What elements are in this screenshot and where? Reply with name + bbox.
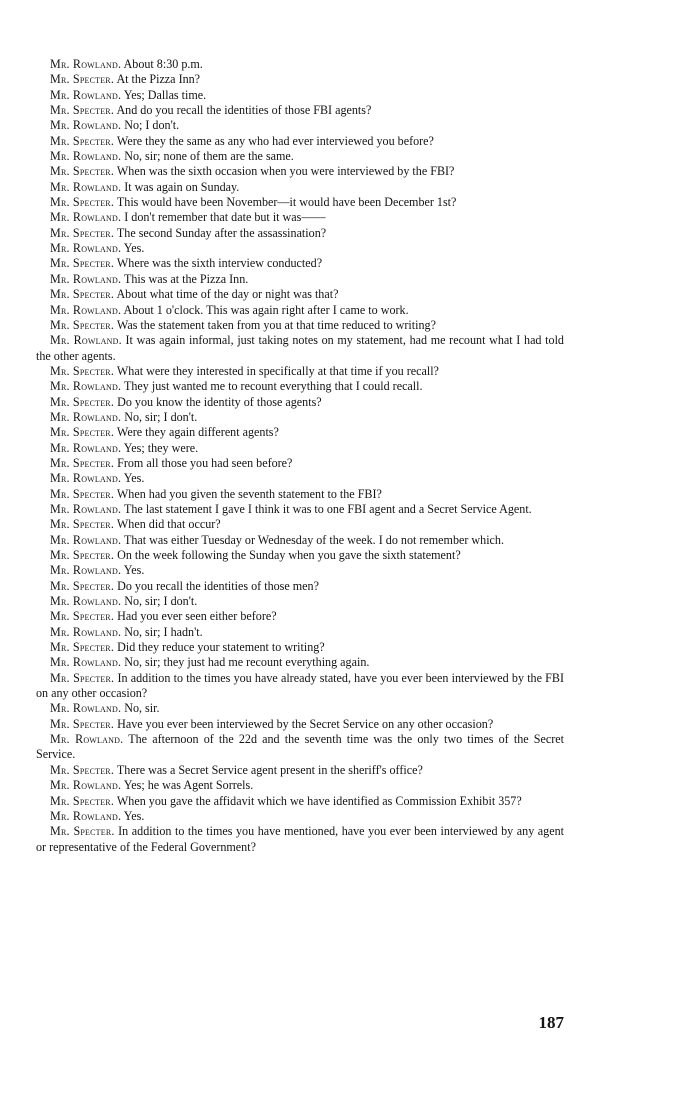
utterance-text: Yes. — [123, 808, 145, 823]
speaker-name: Mr. Specter. — [50, 363, 115, 378]
speaker-name: Mr. Rowland. — [50, 624, 122, 639]
utterance-text: I don't remember that date but it was—— — [124, 210, 326, 225]
speaker-name: Mr. Rowland. — [50, 179, 122, 194]
transcript-line — [36, 671, 564, 702]
speaker-name: Mr. Rowland. — [50, 471, 122, 486]
transcript-line — [36, 655, 564, 670]
speaker-name: Mr. Specter. — [50, 762, 115, 777]
transcript-line — [36, 471, 564, 486]
utterance-text: No, sir; none of them are the same. — [124, 149, 294, 164]
utterance-text: When was the sixth occasion when you were interviewed by the FBI? — [116, 164, 455, 179]
speaker-name: Mr. Specter. — [50, 824, 115, 839]
transcript-line — [36, 103, 564, 118]
transcript-line — [36, 809, 564, 824]
utterance-text: This was at the Pizza Inn. — [124, 271, 249, 286]
page-number: 187 — [538, 1013, 564, 1032]
transcript-line — [36, 134, 564, 149]
utterance-text: When you gave the affidavit which we have identified as Commission Exhibit 357? — [116, 793, 522, 808]
transcript-line — [36, 210, 564, 225]
utterance-text: Did they reduce your statement to writing? — [117, 640, 325, 655]
transcript-line — [36, 333, 564, 364]
transcript-line — [36, 548, 564, 563]
transcript-line — [36, 256, 564, 271]
transcript-line — [36, 72, 564, 87]
utterance-text: Yes. — [123, 563, 145, 578]
utterance-text: On the week following the Sunday when you gave the sixth statement? — [117, 548, 461, 562]
transcript-line — [36, 609, 564, 624]
speaker-name: Mr. Specter. — [50, 287, 115, 302]
transcript-line — [36, 563, 564, 578]
speaker-name: Mr. Rowland. — [50, 594, 122, 609]
speaker-name: Mr. Specter. — [50, 317, 115, 332]
utterance-text: That was either Tuesday or Wednesday of the week. I do not remember which. — [124, 532, 504, 547]
transcript-line — [36, 88, 564, 103]
utterance-text: In addition to the times you have mentioned, have you ever been interviewed by any agent or representative of the Federal Government? — [36, 824, 564, 854]
utterance-text: Do you know the identity of those agents? — [117, 394, 322, 409]
utterance-text: They just wanted me to recount everything that I could recall. — [124, 379, 423, 394]
utterance-text: No, sir. — [124, 701, 160, 716]
speaker-name: Mr. Specter. — [50, 716, 115, 731]
transcript-line — [36, 487, 564, 502]
utterance-text: There was a Secret Service agent present in the sheriff's office? — [116, 762, 423, 777]
transcript-line — [36, 732, 564, 763]
utterance-text: And do you recall the identities of those FBI agents? — [116, 103, 372, 118]
speaker-name: Mr. Rowland. — [50, 379, 122, 394]
speaker-name: Mr. Specter. — [50, 394, 115, 409]
transcript-line — [36, 364, 564, 379]
speaker-name: Mr. Specter. — [50, 517, 115, 532]
speaker-name: Mr. Specter. — [50, 103, 115, 118]
utterance-text: No, sir; I don't. — [124, 594, 198, 609]
transcript-line — [36, 226, 564, 241]
transcript-line — [36, 824, 564, 855]
utterance-text: No, sir; I hadn't. — [124, 624, 203, 639]
transcript-line — [36, 763, 564, 778]
speaker-name: Mr. Rowland. — [50, 241, 122, 256]
speaker-name: Mr. Specter. — [50, 425, 115, 440]
speaker-name: Mr. Specter. — [50, 640, 115, 655]
utterance-text: From all those you had seen before? — [117, 455, 293, 470]
utterance-text: The last statement I gave I think it was to one FBI agent and a Secret Service Agent. — [124, 501, 532, 516]
transcript-body — [36, 57, 564, 855]
transcript-line — [36, 195, 564, 210]
speaker-name: Mr. Specter. — [50, 793, 115, 808]
transcript-line — [36, 517, 564, 532]
utterance-text: The second Sunday after the assassination? — [116, 225, 327, 240]
speaker-name: Mr. Specter. — [50, 548, 115, 562]
transcript-line — [36, 379, 564, 394]
utterance-text: Do you recall the identities of those men? — [117, 578, 319, 593]
speaker-name: Mr. Rowland. — [50, 732, 124, 747]
speaker-name: Mr. Rowland. — [50, 271, 122, 286]
speaker-name: Mr. Specter. — [50, 225, 115, 240]
transcript-line — [36, 425, 564, 440]
transcript-line — [36, 579, 564, 594]
transcript-line — [36, 395, 564, 410]
speaker-name: Mr. Rowland. — [50, 87, 122, 102]
transcript-line — [36, 410, 564, 425]
transcript-line — [36, 594, 564, 609]
transcript-line — [36, 502, 564, 517]
utterance-text: About what time of the day or night was that? — [116, 287, 339, 302]
utterance-text: When had you given the seventh statement to the FBI? — [116, 486, 382, 501]
utterance-text: When did that occur? — [116, 517, 221, 532]
speaker-name: Mr. Rowland. — [50, 440, 122, 455]
utterance-text: Yes. — [123, 471, 145, 486]
speaker-name: Mr. Rowland. — [50, 57, 122, 71]
speaker-name: Mr. Rowland. — [50, 501, 122, 516]
utterance-text: Were they the same as any who had ever interviewed you before? — [116, 133, 434, 148]
utterance-text: Yes; he was Agent Sorrels. — [123, 778, 254, 793]
transcript-line — [36, 272, 564, 287]
speaker-name: Mr. Specter. — [50, 670, 115, 685]
transcript-line — [36, 149, 564, 164]
speaker-name: Mr. Specter. — [50, 195, 115, 210]
utterance-text: No, sir; they just had me recount everything again. — [124, 655, 370, 670]
speaker-name: Mr. Rowland. — [50, 778, 122, 793]
speaker-name: Mr. Rowland. — [50, 409, 122, 424]
transcript-line — [36, 794, 564, 809]
speaker-name: Mr. Specter. — [50, 164, 115, 179]
speaker-name: Mr. Rowland. — [50, 302, 122, 317]
utterance-text: No, sir; I don't. — [124, 409, 198, 424]
utterance-text: About 1 o'clock. This was again right after I came to work. — [123, 302, 409, 317]
utterance-text: Yes. — [123, 241, 145, 256]
utterance-text: It was again on Sunday. — [124, 179, 240, 194]
utterance-text: About 8:30 p.m. — [123, 57, 203, 71]
speaker-name: Mr. Specter. — [50, 609, 115, 624]
speaker-name: Mr. Rowland. — [50, 149, 122, 164]
speaker-name: Mr. Specter. — [50, 133, 115, 148]
speaker-name: Mr. Rowland. — [50, 808, 122, 823]
transcript-line — [36, 456, 564, 471]
speaker-name: Mr. Specter. — [50, 256, 115, 271]
utterance-text: The afternoon of the 22d and the seventh time was the only two times of the Secret Service. — [36, 732, 564, 762]
speaker-name: Mr. Rowland. — [50, 532, 122, 547]
transcript-line — [36, 701, 564, 716]
speaker-name: Mr. Specter. — [50, 578, 115, 593]
utterance-text: It was again informal, just taking notes on my statement, had me recount what I had told the other agents. — [36, 333, 564, 363]
transcript-line — [36, 318, 564, 333]
transcript-line — [36, 303, 564, 318]
speaker-name: Mr. Rowland. — [50, 210, 122, 225]
utterance-text: Where was the sixth interview conducted? — [116, 256, 323, 271]
transcript-line — [36, 287, 564, 302]
utterance-text: Had you ever seen either before? — [117, 609, 277, 624]
utterance-text: Have you ever been interviewed by the Secret Service on any other occasion? — [117, 716, 494, 731]
transcript-line — [36, 57, 564, 72]
speaker-name: Mr. Rowland. — [50, 563, 122, 578]
speaker-name: Mr. Specter. — [50, 455, 115, 470]
speaker-name: Mr. Rowland. — [50, 118, 122, 133]
speaker-name: Mr. Specter. — [50, 486, 115, 501]
speaker-name: Mr. Rowland. — [50, 701, 122, 716]
speaker-name: Mr. Rowland. — [50, 655, 122, 670]
transcript-line — [36, 717, 564, 732]
utterance-text: Yes; Dallas time. — [123, 87, 207, 102]
transcript-line — [36, 640, 564, 655]
transcript-line — [36, 441, 564, 456]
utterance-text: No; I don't. — [124, 118, 180, 133]
utterance-text: Yes; they were. — [123, 440, 199, 455]
transcript-line — [36, 241, 564, 256]
transcript-line — [36, 118, 564, 133]
utterance-text: Was the statement taken from you at that time reduced to writing? — [116, 317, 436, 332]
transcript-line — [36, 533, 564, 548]
utterance-text: In addition to the times you have already stated, have you ever been interviewed by the FBI on any other occasion? — [36, 670, 564, 701]
utterance-text: What were they interested in specifically at that time if you recall? — [116, 363, 439, 378]
transcript-line — [36, 778, 564, 793]
speaker-name: Mr. Specter. — [50, 72, 115, 87]
utterance-text: This would have been November—it would have been December 1st? — [116, 195, 457, 210]
transcript-line — [36, 180, 564, 195]
transcript-line — [36, 164, 564, 179]
transcript-line — [36, 625, 564, 640]
utterance-text: At the Pizza Inn? — [116, 72, 201, 87]
utterance-text: Were they again different agents? — [116, 425, 279, 440]
speaker-name: Mr. Rowland. — [50, 333, 122, 348]
